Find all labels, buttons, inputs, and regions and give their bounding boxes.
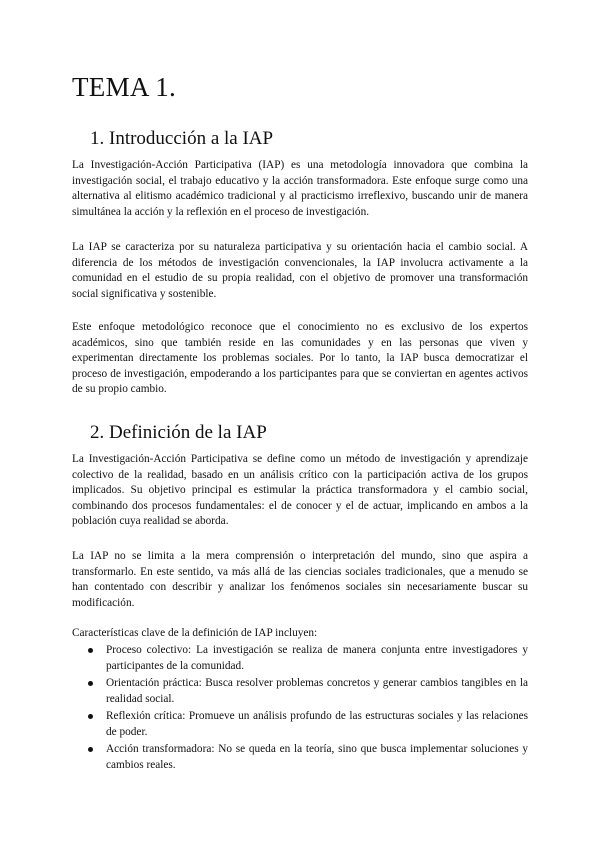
list-item <box>72 676 528 707</box>
paragraph: La Investigación-Acción Participativa se define como un método de investigación y aprendizaje colectivo de la realidad, basado en un análisis crítico con la participación activa de los grupos implicados. Su objetivo principal es estimular la práctica transformadora y el cambio social, combinando dos procesos fundamentales: el de conocer y el de actuar, implicando en ambos a la población cuya realidad se aborda. <box>72 453 528 527</box>
bullet-icon <box>88 681 93 686</box>
list-intro: Características clave de la definición de IAP incluyen: <box>72 627 318 639</box>
list-item-text: Orientación práctica: Busca resolver problemas concretos y generar cambios tangibles en la realidad social. <box>106 677 528 705</box>
list-item-text: Acción transformadora: No se queda en la teoría, sino que busca implementar soluciones y cambios reales. <box>106 743 528 771</box>
list-item-text: Proceso colectivo: La investigación se realiza de manera conjunta entre investigadores y participantes de la comunidad. <box>106 644 528 672</box>
document-title: TEMA 1. <box>72 72 177 102</box>
section-heading-introduccion: 1. Introducción a la IAP <box>90 128 274 149</box>
bullet-icon <box>88 747 93 752</box>
list-item <box>72 643 528 674</box>
list-item <box>72 742 528 773</box>
characteristics-list <box>72 643 528 775</box>
paragraph: La Investigación-Acción Participativa (IAP) es una metodología innovadora que combina la investigación social, el trabajo educativo y la acción transformadora. Este enfoque surge como una alternativa al elitismo académico tradicional y al practicismo irreflexivo, buscando unir de manera simultánea la acción y la reflexión en el proceso de investigación. <box>72 159 528 218</box>
paragraph: La IAP se caracteriza por su naturaleza participativa y su orientación hacia el cambio social. A diferencia de los métodos de investigación convencionales, la IAP involucra activamente a la comunidad en el estudio de su propia realidad, con el objetivo de promover una transformación social significativa y sostenible. <box>72 241 528 300</box>
bullet-icon <box>88 648 93 653</box>
list-item-text: Reflexión crítica: Promueve un análisis profundo de las estructuras sociales y las relaciones de poder. <box>106 710 528 738</box>
bullet-icon <box>88 714 93 719</box>
list-item <box>72 709 528 740</box>
paragraph: Este enfoque metodológico reconoce que el conocimiento no es exclusivo de los expertos académicos, sino que también reside en las comunidades y en las personas que viven y experimentan directamente los problemas sociales. Por lo tanto, la IAP busca democratizar el proceso de investigación, empoderando a los participantes para que se conviertan en agentes activos de su propio cambio. <box>72 321 528 395</box>
paragraph: La IAP no se limita a la mera comprensión o interpretación del mundo, sino que aspira a transformarlo. En este sentido, va más allá de las ciencias sociales tradicionales, que a menudo se han contentado con describir y analizar los fenómenos sociales sin necesariamente buscar su modificación. <box>72 550 528 609</box>
section-heading-definicion: 2. Definición de la IAP <box>90 422 267 443</box>
